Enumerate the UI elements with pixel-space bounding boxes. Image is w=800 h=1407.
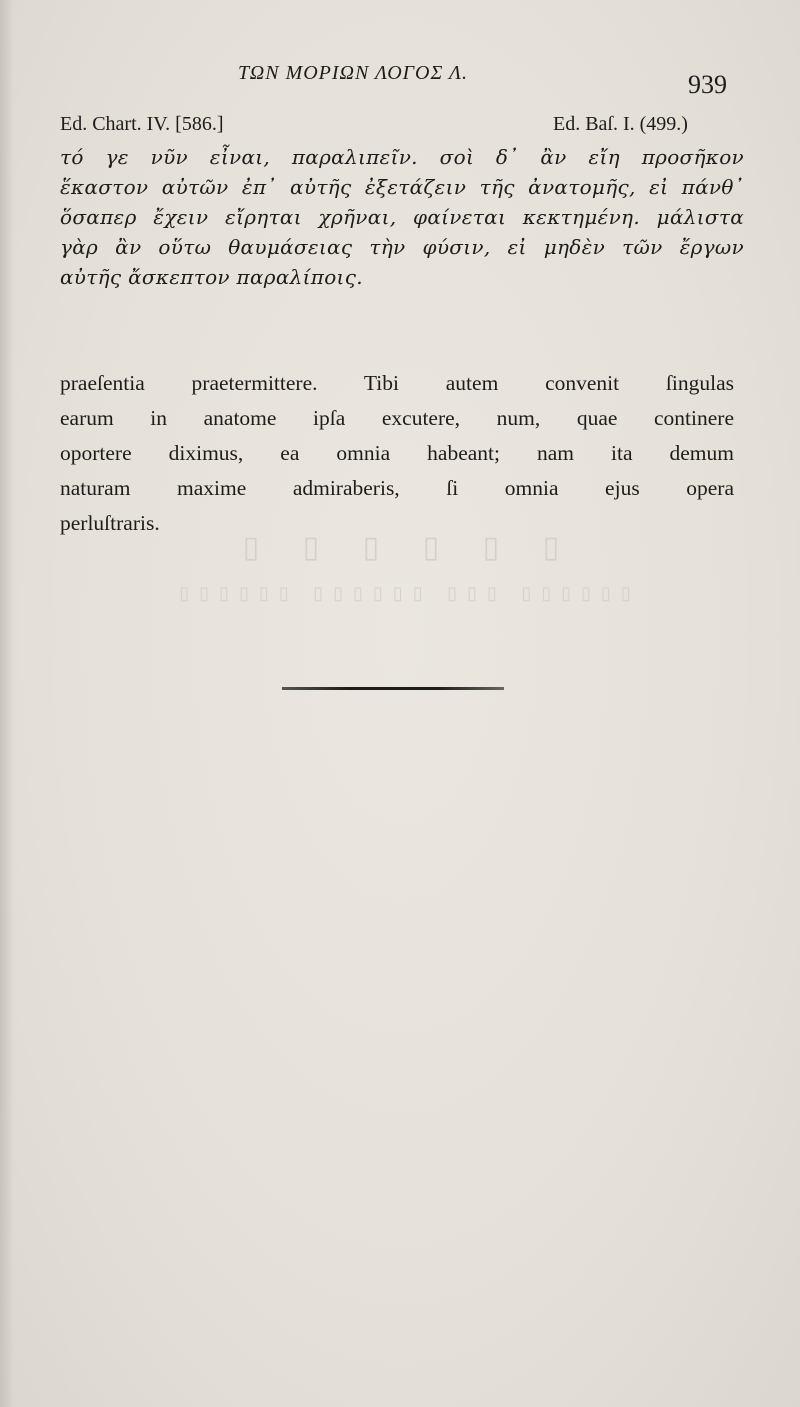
- latin-text-block: [60, 366, 734, 541]
- greek-line: τό γε νῦν εἶναι, παραλιπεῖν. σοὶ δ᾽ ἂν εἴη προσῆκον: [60, 145, 744, 169]
- greek-text-block: [60, 142, 744, 292]
- greek-line: ἕκαστον αὐτῶν ἐπ᾽ αὐτῆς ἐξετάζειν τῆς ἀνατομῆς, εἰ πάνθ᾽: [60, 175, 744, 199]
- latin-line: perluſtraris.: [60, 511, 160, 535]
- greek-line: γὰρ ἂν οὕτω θαυμάσειας τὴν φύσιν, εἰ μηδὲν τῶν ἔργων: [60, 235, 744, 259]
- page-gutter-shadow: [0, 0, 14, 1407]
- greek-line: αὐτῆς ἄσκεπτον παραλίποις.: [60, 265, 363, 289]
- show-through-ghost-text: ▯ ▯ ▯ ▯ ▯ ▯ ▯▯▯▯▯▯ ▯▯▯▯▯▯ ▯▯▯ ▯▯▯▯▯▯: [179, 531, 641, 603]
- running-head: ΤΩΝ ΜΟΡΙΩΝ ΛΟΓΟΣ Λ.: [238, 62, 469, 84]
- latin-line: oportere diximus, ea omnia habeant; nam ita demum: [60, 441, 734, 465]
- latin-line: earum in anatome ipſa excutere, num, quae continere: [60, 406, 734, 430]
- edition-reference-right: Ed. Baſ. I. (499.): [553, 113, 688, 135]
- page-number: 939: [688, 70, 727, 99]
- closing-rule: [282, 687, 504, 690]
- edition-reference-left: Ed. Chart. IV. [586.]: [60, 113, 224, 135]
- latin-line: praeſentia praetermittere. Tibi autem convenit ſingulas: [60, 371, 734, 395]
- latin-line: naturam maxime admiraberis, ſi omnia ejus opera: [60, 476, 734, 500]
- greek-line: ὅσαπερ ἔχειν εἴρηται χρῆναι, φαίνεται κεκτημένη. μάλιστα: [60, 205, 744, 229]
